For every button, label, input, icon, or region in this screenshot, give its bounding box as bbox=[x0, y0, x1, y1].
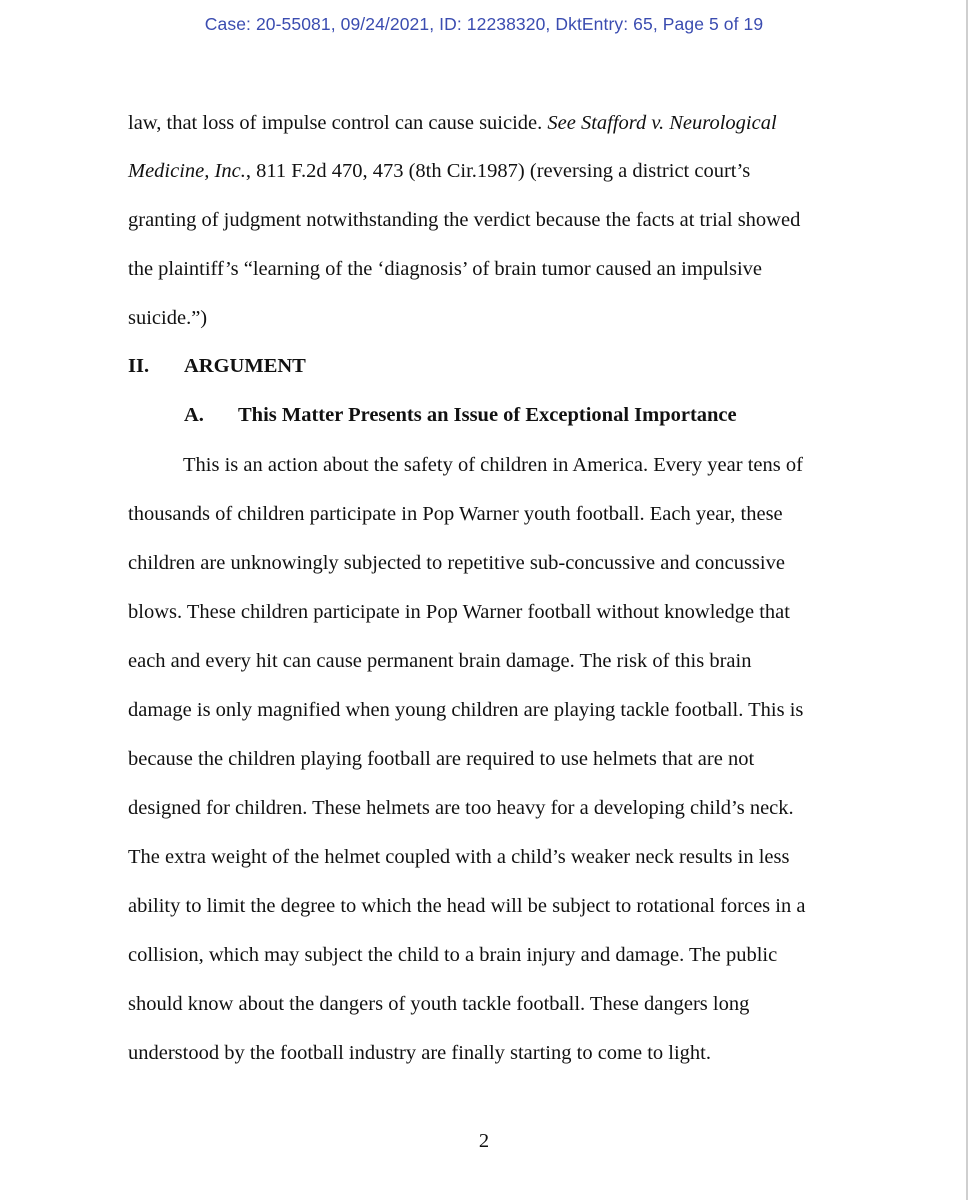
text-line: the plaintiff’s “learning of the ‘diagnosis’ of brain tumor caused an impulsive bbox=[128, 258, 762, 280]
paragraph-line: should know about the dangers of youth tackle football. These dangers long bbox=[128, 993, 750, 1015]
paragraph-line: The extra weight of the helmet coupled with a child’s weaker neck results in less bbox=[128, 846, 790, 868]
case-citation: See Stafford v. Neurological bbox=[547, 112, 777, 134]
paragraph-line: understood by the football industry are finally starting to come to light. bbox=[128, 1042, 711, 1064]
text-line: suicide.”) bbox=[128, 307, 208, 329]
text-run: law, that loss of impulse control can cause suicide. bbox=[128, 112, 548, 134]
subsection-title: This Matter Presents an Issue of Exceptional Importance bbox=[238, 404, 737, 426]
paragraph-line: ability to limit the degree to which the head will be subject to rotational forces in a bbox=[128, 895, 806, 917]
paragraph-line: collision, which may subject the child to a brain injury and damage. The public bbox=[128, 944, 778, 966]
text-line bbox=[128, 161, 750, 182]
paragraph-line: because the children playing football are required to use helmets that are not bbox=[128, 748, 755, 770]
paragraph-line: designed for children. These helmets are too heavy for a developing child’s neck. bbox=[128, 797, 794, 819]
paragraph-line: thousands of children participate in Pop Warner youth football. Each year, these bbox=[128, 503, 783, 525]
paragraph-line: damage is only magnified when young children are playing tackle football. This is bbox=[128, 699, 804, 721]
paragraph-line: children are unknowingly subjected to repetitive sub-concussive and concussive bbox=[128, 552, 785, 574]
case-header: Case: 20-55081, 09/24/2021, ID: 12238320, DktEntry: 65, Page 5 of 19 bbox=[204, 14, 764, 34]
subsection-letter: A. bbox=[184, 404, 204, 426]
page-number: 2 bbox=[478, 1130, 490, 1152]
text-run: , 811 F.2d 470, 473 (8th Cir.1987) (reversing a district court’s bbox=[245, 160, 751, 182]
paragraph-line: each and every hit can cause permanent brain damage. The risk of this brain bbox=[128, 650, 752, 672]
case-citation: Medicine, Inc. bbox=[128, 160, 246, 182]
text-line bbox=[128, 113, 777, 134]
paragraph-line: This is an action about the safety of children in America. Every year tens of bbox=[183, 454, 803, 476]
section-title: ARGUMENT bbox=[184, 355, 306, 377]
section-number: II. bbox=[128, 355, 150, 377]
paragraph-line: blows. These children participate in Pop Warner football without knowledge that bbox=[128, 601, 790, 623]
text-line: granting of judgment notwithstanding the verdict because the facts at trial showed bbox=[128, 209, 801, 231]
